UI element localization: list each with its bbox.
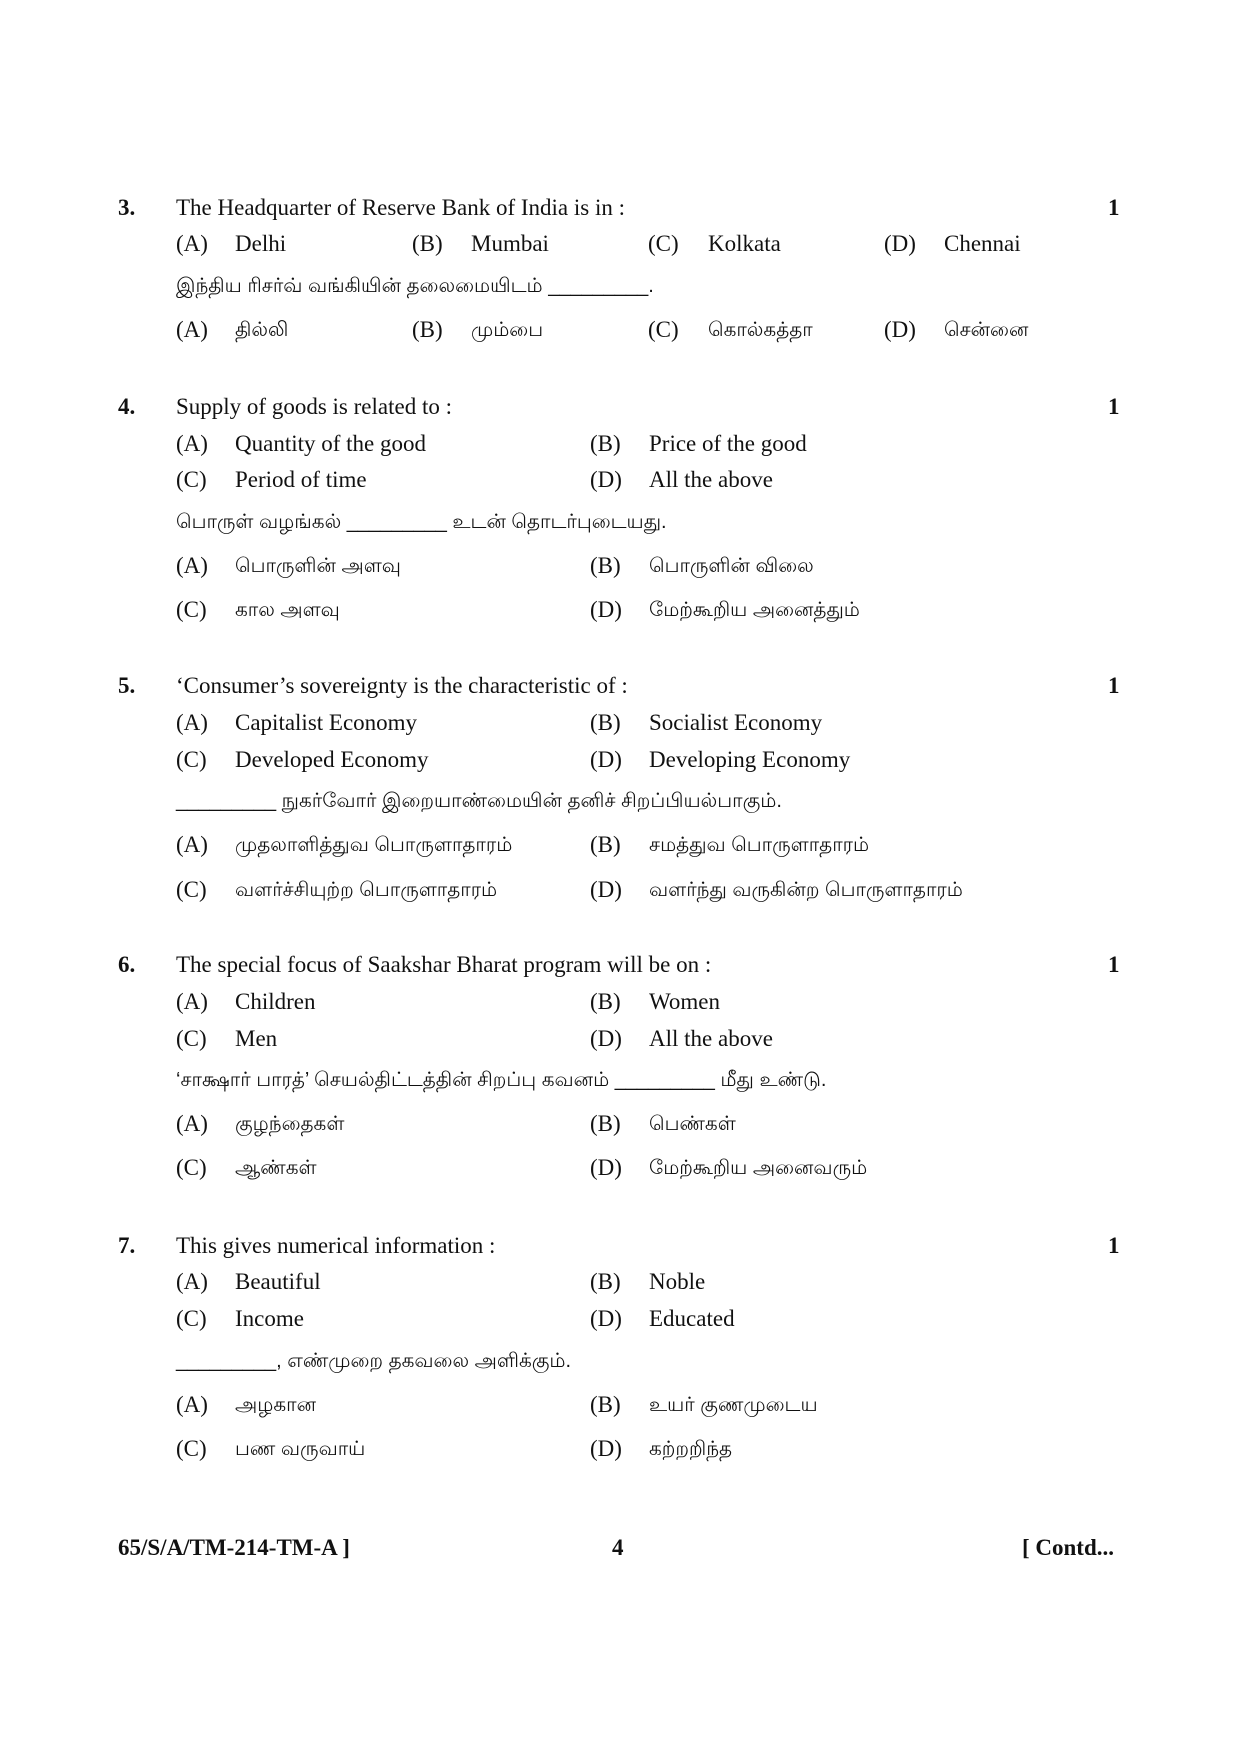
option-label: (B) <box>590 1111 621 1136</box>
option-label: (C) <box>176 747 207 772</box>
question-number: 4. <box>118 394 136 419</box>
question-stem-tamil: _________ நுகர்வோர் இறையாண்மையின் தனிச் சிறப்பியல்பாகும். <box>176 790 782 812</box>
question-stem-english: The Headquarter of Reserve Bank of India is in : <box>176 195 625 220</box>
option-text: மேற்கூறிய அனைத்தும் <box>649 599 860 621</box>
question-number: 6. <box>118 952 136 977</box>
option-text: மும்பை <box>471 319 544 341</box>
option-label: (A) <box>176 317 208 342</box>
question-number: 5. <box>118 673 136 698</box>
option-text: Capitalist Economy <box>235 710 418 735</box>
question-marks: 1 <box>1108 195 1120 220</box>
option-text: Price of the good <box>649 431 807 456</box>
question-stem-english: This gives numerical information : <box>176 1233 496 1258</box>
option-label: (A) <box>176 989 208 1014</box>
option-text: வளர்ந்து வருகின்ற பொருளாதாரம் <box>649 879 963 901</box>
option-text: பொருளின் அளவு <box>235 555 401 577</box>
option-text: சென்னை <box>944 319 1029 341</box>
option-label: (D) <box>590 597 622 622</box>
option-text: பண வருவாய் <box>235 1438 366 1460</box>
option-label: (D) <box>884 231 916 256</box>
option-label: (D) <box>590 1026 622 1051</box>
option-text: Income <box>235 1306 304 1331</box>
option-text: Period of time <box>235 467 367 492</box>
option-text: ஆண்கள் <box>235 1157 317 1179</box>
option-label: (A) <box>176 553 208 578</box>
question-stem-tamil: _________, எண்முறை தகவலை அளிக்கும். <box>176 1350 572 1372</box>
option-text: மேற்கூறிய அனைவரும் <box>649 1157 868 1179</box>
option-label: (B) <box>590 1269 621 1294</box>
option-text: பொருளின் விலை <box>649 555 814 577</box>
option-label: (A) <box>176 832 208 857</box>
option-text: முதலாளித்துவ பொருளாதாரம் <box>235 834 513 856</box>
option-label: (D) <box>590 747 622 772</box>
option-label: (C) <box>176 1306 207 1331</box>
question-stem-tamil: பொருள் வழங்கல் _________ உடன் தொடர்புடையது. <box>176 511 667 533</box>
option-label: (C) <box>176 1436 207 1461</box>
option-label: (B) <box>590 431 621 456</box>
option-text: Beautiful <box>235 1269 321 1294</box>
option-text: கற்றறிந்த <box>649 1438 733 1460</box>
continued-marker: [ Contd... <box>1022 1535 1115 1560</box>
option-label: (A) <box>176 1392 208 1417</box>
option-label: (B) <box>412 317 443 342</box>
option-label: (C) <box>648 317 679 342</box>
option-label: (C) <box>176 877 207 902</box>
option-label: (A) <box>176 710 208 735</box>
option-text: Noble <box>649 1269 706 1294</box>
option-label: (C) <box>176 1026 207 1051</box>
option-label: (B) <box>590 1392 621 1417</box>
question-marks: 1 <box>1108 673 1120 698</box>
question-stem-english: The special focus of Saakshar Bharat program will be on : <box>176 952 712 977</box>
option-text: All the above <box>649 467 773 492</box>
option-label: (C) <box>648 231 679 256</box>
option-text: Educated <box>649 1306 735 1331</box>
option-text: All the above <box>649 1026 773 1051</box>
option-text: வளர்ச்சியுற்ற பொருளாதாரம் <box>235 879 498 901</box>
option-label: (D) <box>590 1436 622 1461</box>
option-text: உயர் குணமுடைய <box>649 1394 818 1416</box>
question-marks: 1 <box>1108 394 1120 419</box>
option-text: குழந்தைகள் <box>235 1113 345 1135</box>
option-label: (D) <box>590 877 622 902</box>
option-label: (B) <box>590 710 621 735</box>
question-stem-tamil: இந்திய ரிசர்வ் வங்கியின் தலைமையிடம் _________. <box>176 275 654 297</box>
question-stem-english: ‘Consumer’s sovereignty is the characteristic of : <box>176 673 628 698</box>
option-text: Men <box>235 1026 278 1051</box>
page-number: 4 <box>612 1535 624 1560</box>
option-label: (D) <box>884 317 916 342</box>
option-label: (A) <box>176 1269 208 1294</box>
option-label: (C) <box>176 597 207 622</box>
question-marks: 1 <box>1108 1233 1120 1258</box>
option-text: Chennai <box>944 231 1021 256</box>
option-label: (C) <box>176 1155 207 1180</box>
option-label: (B) <box>590 989 621 1014</box>
option-text: Developing Economy <box>649 747 851 772</box>
question-number: 7. <box>118 1233 136 1258</box>
option-text: Socialist Economy <box>649 710 823 735</box>
option-text: Women <box>649 989 720 1014</box>
question-number: 3. <box>118 195 136 220</box>
option-label: (B) <box>590 553 621 578</box>
option-text: Children <box>235 989 316 1014</box>
option-text: பெண்கள் <box>649 1113 736 1135</box>
option-label: (B) <box>590 832 621 857</box>
option-label: (D) <box>590 467 622 492</box>
question-stem-tamil: ‘சாக்ஷார் பாரத்’ செயல்திட்டத்தின் சிறப்பு கவனம் _________ மீது உண்டு. <box>176 1069 827 1091</box>
option-text: கொல்கத்தா <box>708 319 813 341</box>
option-label: (D) <box>590 1306 622 1331</box>
option-text: Developed Economy <box>235 747 429 772</box>
option-label: (C) <box>176 467 207 492</box>
option-label: (D) <box>590 1155 622 1180</box>
option-text: அழகான <box>235 1394 316 1416</box>
question-stem-english: Supply of goods is related to : <box>176 394 452 419</box>
option-text: Delhi <box>235 231 287 256</box>
option-text: Kolkata <box>708 231 781 256</box>
option-text: தில்லி <box>235 319 289 341</box>
option-text: Quantity of the good <box>235 431 426 456</box>
question-marks: 1 <box>1108 952 1120 977</box>
option-label: (B) <box>412 231 443 256</box>
option-label: (A) <box>176 231 208 256</box>
option-text: Mumbai <box>471 231 549 256</box>
option-label: (A) <box>176 431 208 456</box>
option-text: சமத்துவ பொருளாதாரம் <box>649 834 870 856</box>
paper-code: 65/S/A/TM-214-TM-A ] <box>118 1535 350 1560</box>
option-label: (A) <box>176 1111 208 1136</box>
option-text: கால அளவு <box>235 599 340 621</box>
